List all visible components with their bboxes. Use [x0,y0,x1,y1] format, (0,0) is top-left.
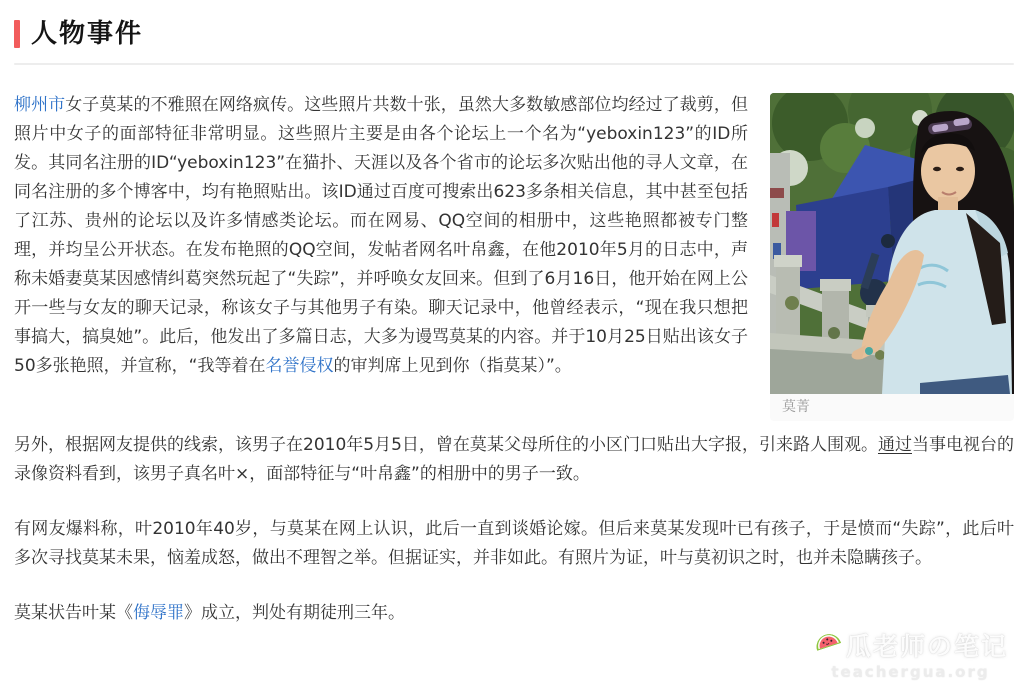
page-title: 人物事件 [31,19,144,49]
watermark-domain: teachergua.org [831,663,990,681]
link-liuzhou[interactable]: 柳州市 [14,95,66,115]
paragraph-4 [14,599,1014,628]
watermelon-icon [813,630,843,660]
watermark [813,627,1008,681]
link-mingyu-qinquan[interactable]: 名誉侵权 [265,356,334,376]
photo-caption: 莫菁 [770,394,1014,421]
article-content [14,91,1014,628]
accent-bar [14,20,20,48]
paragraph-1-text-a: 女子莫某的不雅照在网络疯传。这些照片共数十张，虽然大多数敏感部位均经过了裁剪，但照片中女子的面部特征非常明显。这些照片主要是由各个论坛上一个名为“yeboxin123”的ID所发。其同名注册的ID“yeboxin123”在猫扑、天涯以及各个省市的论坛多次贴出他的寻人文章，在同名注册的多个博客中，均有艳照贴出。该ID通过百度可搜索出623多条相关信息，其中甚至包括了江苏、贵州的论坛以及许多情感类论坛。而在网易、QQ空间的相册中，这些艳照都被专门整理，并均呈公开状态。在发布艳照的QQ空间，发帖者网名叶帛鑫，在他2010年5月的日志中，声称未婚妻莫某因感情纠葛突然玩起了“失踪”，并呼唤女友回来。但到了6月16日，他开始在网上公开一些与女友的聊天记录，称该女子与其他男子有染。聊天记录中，他曾经表示，“现在我只想把事搞大，搞臭她”。此后，他发出了多篇日志，大多为谩骂莫某的内容。并于10月25日贴出该女子50多张艳照，并宣称，“我等着在 [14,95,749,376]
paragraph-2-text-b: 当事电视台的录像资料看到，该男子真名叶×，面部特征与“叶帛鑫”的相册中的男子一致。 [14,435,1015,484]
paragraph-2 [14,431,1014,489]
paragraph-4-text-b: 》成立，判处有期徒刑三年。 [184,603,405,623]
paragraph-3: 有网友爆料称，叶2010年40岁，与莫某在网上认识，此后一直到谈婚论嫁。但后来莫某发现叶已有孩子，于是愤而“失踪”，此后叶多次寻找莫某未果，恼羞成怒，做出不理智之举。但据证实，并非如此。有照片为证，叶与莫初识之时，也并未隐瞒孩子。 [14,519,1014,568]
header-divider [14,63,1014,65]
photo-illustration [770,93,1014,394]
paragraph-4-text-a: 莫某状告叶某《 [14,603,133,623]
person-photo[interactable] [770,93,1014,394]
watermark-title: 瓜老师の笔记 [845,632,1008,661]
photo-card [770,93,1014,421]
section-header [14,18,1014,50]
paragraph-1-text-b: 的审判席上见到你（指莫某）”。 [333,356,572,376]
underlined-term: 通过 [877,435,912,455]
link-wuru-zui[interactable]: 侮辱罪 [133,603,184,623]
paragraph-2-text-a: 另外，根据网友提供的线索，该男子在2010年5月5日，曾在莫某父母所住的小区门口贴出大字报，引来路人围观。 [14,435,878,455]
